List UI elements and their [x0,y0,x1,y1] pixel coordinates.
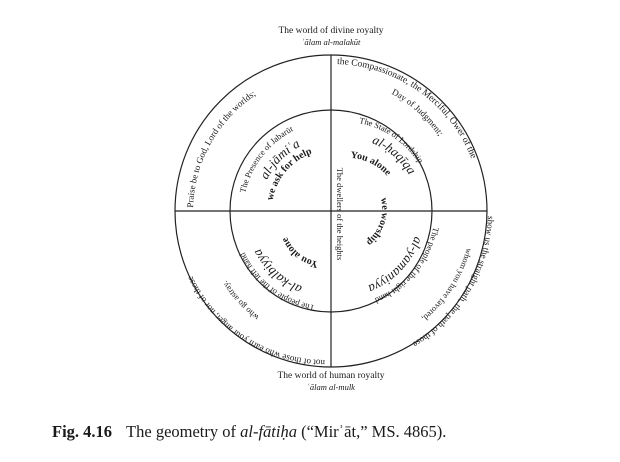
figure-caption [52,422,612,442]
top-title: The world of divine royalty [278,26,384,36]
al-haqiqa: al-ḥaqīqa [370,131,420,177]
you-alone-upper: You alone [350,149,394,179]
al-jamia: al-jāmiʿa [256,135,303,182]
caption-text-before: The geometry of [126,422,241,441]
outer-arc-favored: whom you have favored, [420,247,475,324]
you-alone-lower: You alone [279,235,319,270]
people-of-right-hand: The people of the right hand [373,226,442,306]
al-kalbiyya: al-kalbiyya [249,246,304,298]
outer-arc-praise: Praise be to God, Lord of the worlds; [185,88,258,208]
outer-arc-compassionate: the Compassionate, the Merciful, Ower of the [336,56,479,161]
dwellers-of-heights-label: The dwellers of the heights [335,167,345,261]
presence-of-jabarut: The Presence of Jabarūt [237,123,295,194]
people-of-left-hand: The people of the left hand [237,251,316,314]
bottom-title: The world of human royalty [277,371,385,381]
al-yamaniyya: al-yamaniyya [366,235,427,297]
we-worship: we worship [364,196,391,248]
outer-arc-go-astray: who go astray. [219,279,261,323]
caption-italic-title: al-fātiḥa [240,422,297,441]
outer-arc-not-of-those: not of those who earn your anger, nor of those [184,274,326,369]
we-ask-for-help: we ask for help [264,145,314,202]
figure-number: Fig. 4.16 [52,422,113,441]
outer-arc-judgment: Day of Judgment; [390,86,446,138]
state-of-lordship: The State of Lordship [358,115,426,165]
outer-arc-straight-path: show us the straight path, the path of those [411,215,497,350]
caption-text-after: (“Mirʾāt,” MS. 4865). [296,422,447,441]
bottom-subtitle: ʿālam al-mulk [307,382,355,392]
top-subtitle: ʿālam al-malakūt [301,37,361,47]
